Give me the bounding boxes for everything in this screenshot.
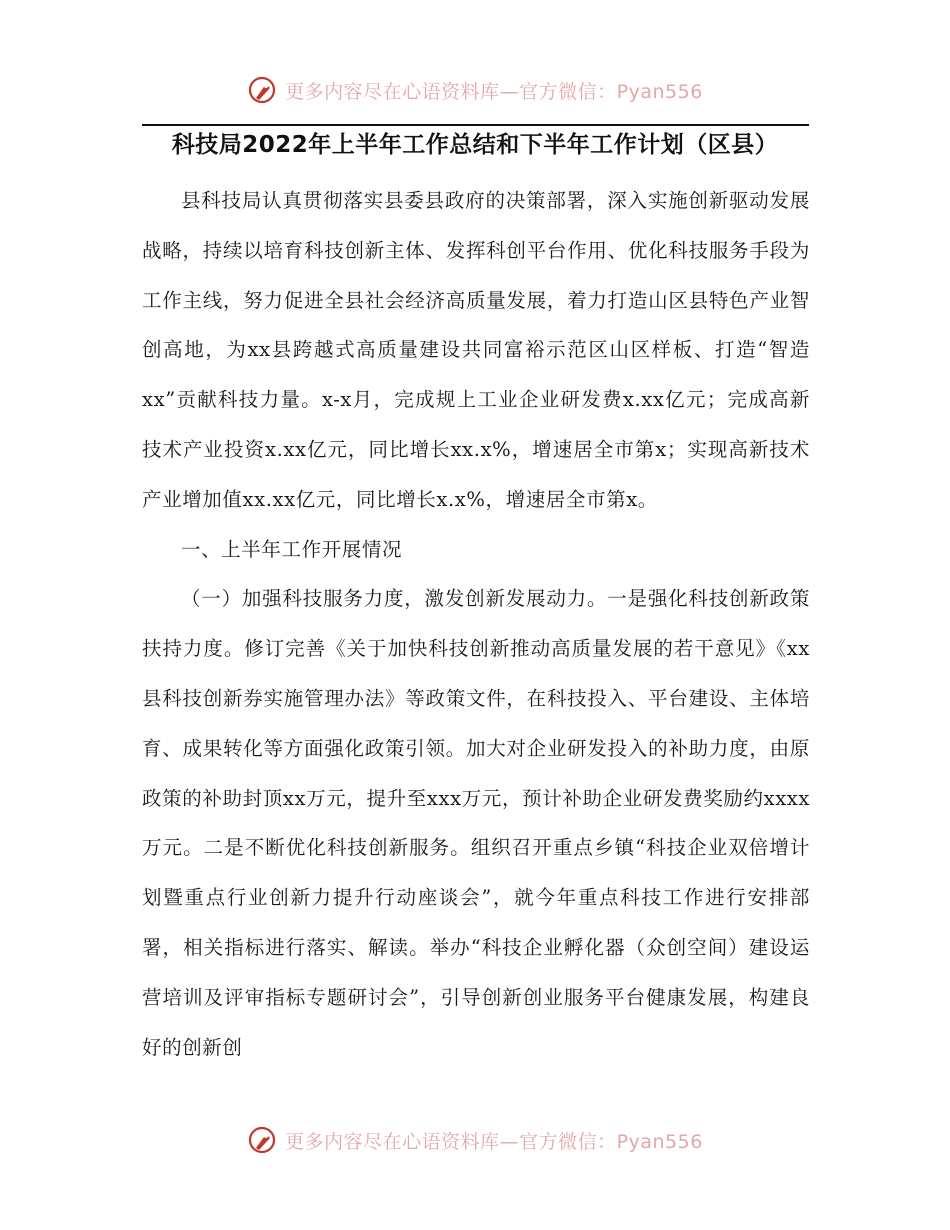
intro-paragraph: 县科技局认真贯彻落实县委县政府的决策部署，深入实施创新驱动发展战略，持续以培育科技创新主体、发挥科创平台作用、优化科技服务手段为工作主线，努力促进全县社会经济高质量发展，着力打造山区县特色产业智创高地，为xx县跨越式高质量建设共同富裕示范区山区样板、打造“智造xx”贡献科技力量。x-x月，完成规上工业企业研发费x.xx亿元；完成高新技术产业投资x.xx亿元，同比增长xx.x%，增速居全市第x；实现高新技术产业增加值xx.xx亿元，同比增长x.x%，增速居全市第x。 <box>142 189 810 511</box>
header-banner-text: 更多内容尽在心语资料库—官方微信：Pyan556 <box>285 80 703 103</box>
title-divider <box>142 124 809 126</box>
pen-nib-logo-icon <box>247 75 277 105</box>
footer-banner-text: 更多内容尽在心语资料库—官方微信：Pyan556 <box>285 1130 703 1153</box>
header-banner <box>0 70 950 110</box>
document-body <box>142 176 810 1072</box>
section-heading: 一、上半年工作开展情况 <box>181 537 403 561</box>
document-title: 科技局2022年上半年工作总结和下半年工作计划（区县） <box>171 132 779 158</box>
footer-banner <box>0 1120 950 1160</box>
pen-nib-logo-icon <box>247 1125 277 1155</box>
body-paragraph: （一）加强科技服务力度，激发创新发展动力。一是强化科技创新政策扶持力度。修订完善《关于加快科技创新推动高质量发展的若干意见》《xx县科技创新券实施管理办法》等政策文件，在科技投入、平台建设、主体培育、成果转化等方面强化政策引领。加大对企业研发投入的补助力度，由原政策的补助封顶xx万元，提升至xxx万元，预计补助企业研发费奖励约xxxx万元。二是不断优化科技创新服务。组织召开重点乡镇“科技企业双倍增计划暨重点行业创新力提升行动座谈会”，就今年重点科技工作进行安排部署，相关指标进行落实、解读。举办“科技企业孵化器（众创空间）建设运营培训及评审指标专题研讨会”，引导创新创业服务平台健康发展，构建良好的创新创 <box>142 587 810 1059</box>
